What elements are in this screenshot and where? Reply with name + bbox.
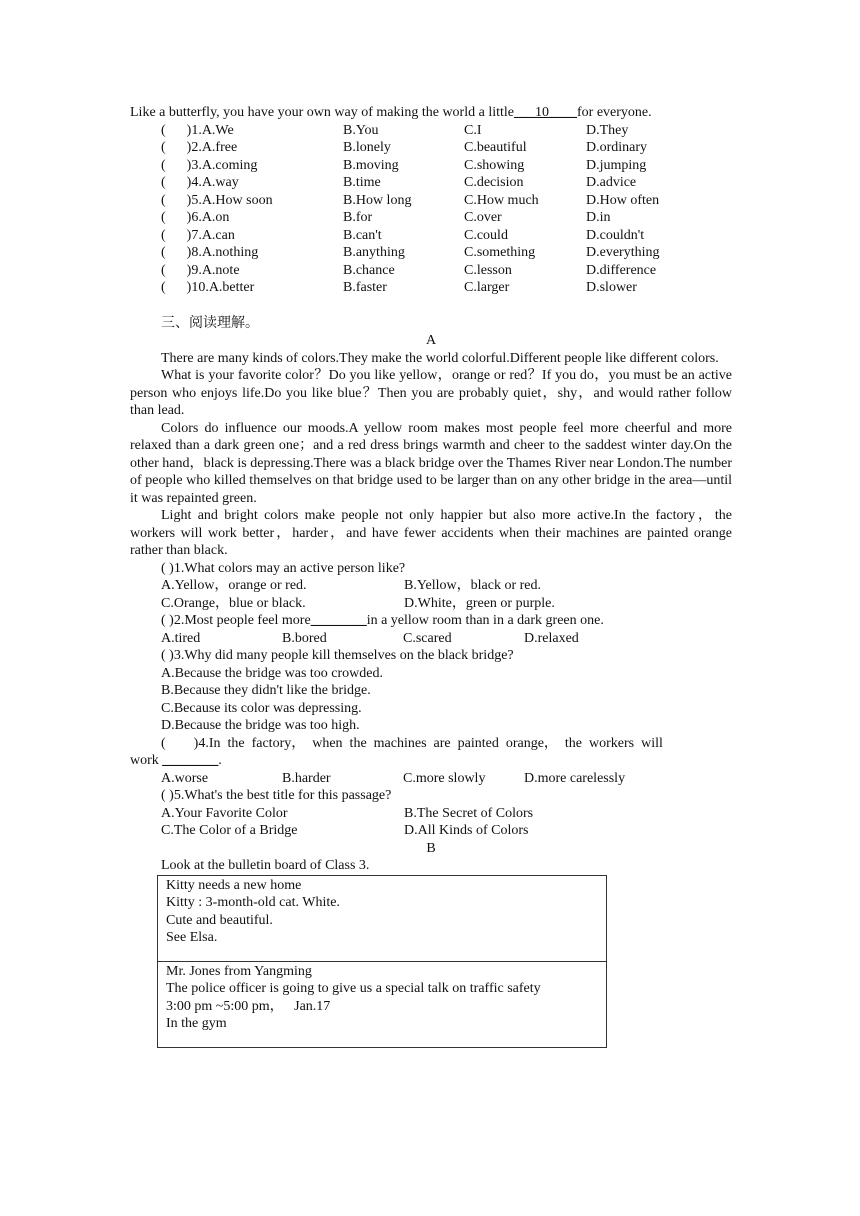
cloze-question-list <box>130 122 732 297</box>
cloze-question-row <box>130 227 732 245</box>
option-b: B.You <box>343 122 379 138</box>
notice-line: Cute and beautiful. <box>166 912 273 928</box>
sentence-text-before: Like a butterfly, you have your own way of making the world a little <box>130 105 514 120</box>
section-heading: 三、阅读理解。 <box>161 315 259 331</box>
option-c: C.showing <box>464 157 525 173</box>
notice-line: Kitty needs a new home <box>166 877 302 893</box>
option-c: C.lesson <box>464 262 512 278</box>
option-c: C.Orange，blue or black. <box>161 595 306 611</box>
option-d: D.slower <box>586 280 637 295</box>
options-row <box>130 577 732 595</box>
option-d: D.relaxed <box>524 630 579 646</box>
notice-line: See Elsa. <box>166 930 218 945</box>
passage-paragraph: What is your favorite color？Do you like yellow，orange or red？If you do，you must be an active person who enjoys life.Do you like blue？Then you are probably quiet，shy，and would rather follow than lead. <box>130 368 732 418</box>
options-row <box>130 770 732 788</box>
cloze-question-row <box>130 122 732 140</box>
answer-blank: ________ <box>162 753 219 768</box>
option-c: C.something <box>464 245 536 260</box>
question-stem-line-2 <box>130 752 732 770</box>
cloze-question-row <box>130 279 732 297</box>
option-d: D.White，green or purple. <box>404 595 555 611</box>
question-stem <box>130 612 732 630</box>
cloze-question-row <box>130 139 732 157</box>
option-d: D.more carelessly <box>524 770 626 786</box>
bulletin-board <box>157 875 607 1048</box>
options-row <box>130 805 732 823</box>
reading-question-3 <box>130 647 732 735</box>
sentence-text-after: for everyone. <box>577 105 652 120</box>
question-stem: ( )3.Why did many people kill themselves on the black bridge? <box>161 648 514 663</box>
question-number-option-a: ( )6.A.on <box>161 210 230 225</box>
option-c: C.How much <box>464 192 539 208</box>
option-d: D.Because the bridge was too high. <box>161 718 360 733</box>
option-d: D.difference <box>586 262 657 278</box>
option-b: B.can't <box>343 227 382 243</box>
option-b: B.faster <box>343 280 387 295</box>
option-d: D.in <box>586 210 611 225</box>
question-number-option-a: ( )5.A.How soon <box>161 192 273 208</box>
option-c: C.beautiful <box>464 140 527 155</box>
cloze-question-row <box>130 157 732 175</box>
option-a: A.Because the bridge was too crowded. <box>161 665 383 681</box>
option-d: D.All Kinds of Colors <box>404 823 529 838</box>
stem-after: in a yellow room than in a dark green one. <box>366 613 604 628</box>
passage-paragraph: There are many kinds of colors.They make the world colorful.Different people like different colors. <box>161 350 719 366</box>
notice-line: The police officer is going to give us a special talk on traffic safety <box>166 981 541 996</box>
option-d: D.everything <box>586 245 660 260</box>
question-stem: ( )5.What's the best title for this passage? <box>161 788 392 803</box>
option-b: B.How long <box>343 192 412 208</box>
option-b: B.chance <box>343 262 395 278</box>
question-number-option-a: ( )1.A.We <box>161 122 234 138</box>
notice-line: 3:00 pm ~5:00 pm， Jan.17 <box>166 998 331 1014</box>
option-d: D.ordinary <box>586 140 648 155</box>
question-stem: ( )1.What colors may an active person like? <box>161 560 406 576</box>
option-c: C.scared <box>403 630 452 646</box>
cloze-last-sentence <box>130 104 732 122</box>
passage-paragraph: Colors do influence our moods.A yellow room makes most people feel more cheerful and more relaxed than a dark green one；and a red dress brings warmth and cheer to the saddest winter day.On the other hand，black is depressing.There was a black bridge over the Thames River near London.The number of people who killed themselves on that bridge used to be larger than on any other bridge in the area—until it was repainted green. <box>130 420 732 506</box>
option-c: C.I <box>464 122 482 138</box>
option-b: B.bored <box>282 630 327 646</box>
option-b: B.anything <box>343 245 405 260</box>
stem-before: ( )2.Most people feel more <box>161 613 311 628</box>
option-c: C.over <box>464 210 502 225</box>
cloze-question-row <box>130 244 732 262</box>
passage-b-label: B <box>426 840 436 856</box>
answer-blank-10: ___10____ <box>514 105 577 120</box>
answer-blank: ________ <box>310 613 367 628</box>
notice-line: Mr. Jones from Yangming <box>166 963 312 979</box>
question-stem-line-1: ( )4.In the factory， when the machines are painted orange， the workers will <box>161 735 663 751</box>
option-b: B.Yellow，black or red. <box>404 578 542 593</box>
question-number-option-a: ( )4.A.way <box>161 175 239 190</box>
worksheet-page <box>130 104 732 1048</box>
option-d: D.jumping <box>586 157 647 173</box>
option-c: C.more slowly <box>403 770 486 786</box>
reading-question-4 <box>130 735 732 788</box>
option-b: B.time <box>343 175 381 190</box>
option-b: B.for <box>343 210 373 225</box>
passage-a-text <box>130 350 732 560</box>
option-b: B.harder <box>282 770 331 786</box>
question-number-option-a: ( )9.A.note <box>161 262 240 278</box>
passage-b-intro: Look at the bulletin board of Class 3. <box>161 858 370 873</box>
notice-line: Kitty : 3-month-old cat. White. <box>166 895 340 910</box>
option-c: C.larger <box>464 280 510 295</box>
option-a: A.worse <box>161 770 209 786</box>
option-b: B.Because they didn't like the bridge. <box>161 683 371 698</box>
option-c: C.The Color of a Bridge <box>161 823 298 838</box>
question-number-option-a: ( )3.A.coming <box>161 157 258 173</box>
notice-lost-cat <box>158 876 606 961</box>
cloze-question-row <box>130 174 732 192</box>
reading-question-2 <box>130 612 732 647</box>
option-d: D.How often <box>586 192 660 208</box>
reading-question-1 <box>130 560 732 613</box>
cloze-question-row <box>130 192 732 210</box>
passage-paragraph: Light and bright colors make people not only happier but also more active.In the factory，the workers will work better，harder，and have fewer accidents when their machines are painted orange rather than black. <box>130 508 732 558</box>
cloze-question-row <box>130 262 732 280</box>
question-number-option-a: ( )2.A.free <box>161 140 238 155</box>
options-row <box>130 630 732 648</box>
reading-question-5 <box>130 787 732 840</box>
option-d: D.advice <box>586 175 637 190</box>
option-d: D.couldn't <box>586 227 645 243</box>
question-number-option-a: ( )8.A.nothing <box>161 245 259 260</box>
notice-line: In the gym <box>166 1016 227 1031</box>
question-number-option-a: ( )10.A.better <box>161 280 255 295</box>
options-row <box>130 595 732 613</box>
stem-before: work <box>130 753 163 768</box>
option-d: D.They <box>586 122 629 138</box>
question-number-option-a: ( )7.A.can <box>161 227 235 243</box>
option-a: A.Yellow，orange or red. <box>161 578 307 593</box>
option-a: A.Your Favorite Color <box>161 805 288 821</box>
cloze-question-row <box>130 209 732 227</box>
options-row <box>130 822 732 840</box>
option-b: B.The Secret of Colors <box>404 805 534 821</box>
option-c: C.Because its color was depressing. <box>161 700 362 716</box>
option-b: B.lonely <box>343 140 391 155</box>
passage-a-label: A <box>425 333 437 348</box>
stem-after: . <box>218 753 222 768</box>
notice-safety-talk <box>158 961 606 1047</box>
option-b: B.moving <box>343 157 399 173</box>
option-a: A.tired <box>161 630 201 646</box>
option-c: C.could <box>464 227 508 243</box>
option-c: C.decision <box>464 175 524 190</box>
